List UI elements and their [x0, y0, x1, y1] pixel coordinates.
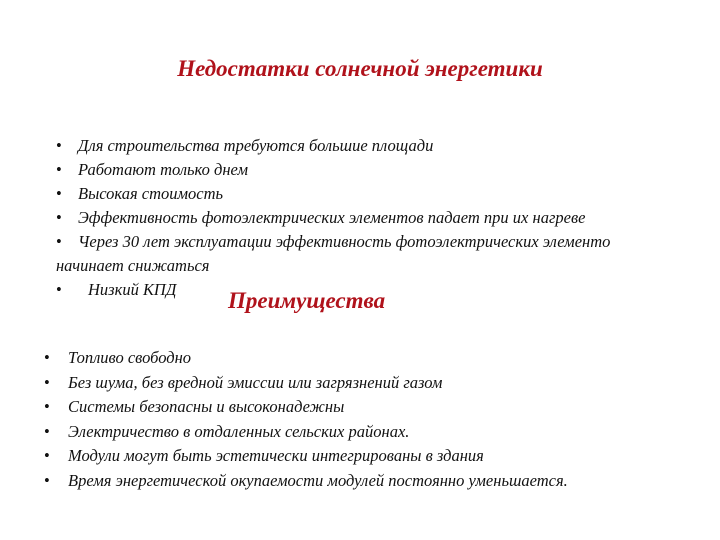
bullet-icon: •: [56, 208, 62, 227]
disadvantages-list: [56, 134, 720, 302]
list-item: • Работают только днем: [56, 158, 720, 182]
list-item: • Высокая стоимость: [56, 182, 720, 206]
bullet-icon: •: [56, 184, 62, 203]
disadvantages-title: Недостатки солнечной энергетики: [177, 56, 543, 81]
advantages-title: Преимущества: [228, 288, 386, 313]
bullet-icon: •: [44, 372, 50, 392]
bullet-icon: •: [44, 397, 50, 416]
bullet-icon: •: [56, 160, 62, 179]
list-item: • Модули могут быть эстетически интегрированы в здания: [44, 444, 704, 469]
list-item: • Для строительства требуются большие площади: [56, 134, 720, 158]
wrapped-line-1: Через 30 лет эксплуатации эффективность фотоэлектрических элементо: [78, 232, 611, 251]
list-item: • Эффективность фотоэлектрических элементов падает при их нагреве: [56, 206, 720, 230]
list-item: [56, 230, 720, 278]
list-item: • Электричество в отдаленных сельских районах.: [44, 420, 704, 445]
bullet-icon: •: [44, 470, 50, 490]
wrapped-line-2: начинает снижаться: [56, 256, 210, 275]
list-item: • Время энергетической окупаемости модулей постоянно уменьшается.: [44, 469, 704, 494]
list-item: • Топливо свободно: [44, 346, 704, 371]
bullet-icon: •: [56, 280, 62, 299]
list-item: • Без шума, без вредной эмиссии или загрязнений газом: [44, 371, 704, 396]
bullet-icon: •: [56, 232, 62, 251]
bullet-icon: •: [44, 446, 50, 465]
bullet-icon: •: [56, 136, 62, 155]
bullet-icon: •: [44, 421, 50, 441]
list-item: • Низкий КПД: [56, 278, 720, 302]
bullet-icon: •: [44, 348, 50, 367]
list-item: • Системы безопасны и высоконадежны: [44, 395, 704, 420]
advantages-list: [44, 346, 704, 493]
